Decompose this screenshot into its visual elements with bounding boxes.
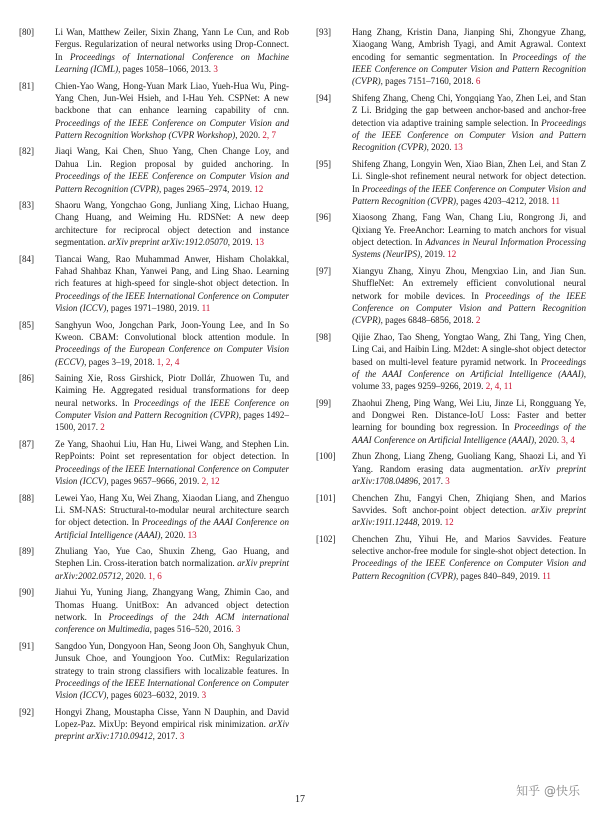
back-reference-link[interactable]: 12 [254,183,264,194]
reference-text: Xiaosong Zhang, Fang Wan, Chang Liu, Rongrong Ji, and Qixiang Ye. FreeAnchor: Learning to match anchors for visual object detection. In [352,212,586,248]
back-reference-link[interactable]: 2, 4, 11 [485,381,513,392]
back-reference-link[interactable]: 3 [179,731,185,742]
reference-number: [80] [19,27,35,37]
back-reference-link[interactable]: 3, 4 [561,434,575,445]
reference-entry [316,265,586,327]
reference-text: , pages 4203–4212, 2018. [456,195,552,206]
reference-number: [90] [19,587,35,598]
reference-number: [101] [316,492,336,503]
reference-text: , 2020. [121,570,149,581]
reference-entry [316,331,586,393]
reference-text: Li Wan, Matthew Zeiler, Sixin Zhang, Yann Le Cun, and Rob Fergus. Regularization of neural networks using Drop-Connect. In [55,27,289,62]
back-reference-link[interactable]: 12 [447,249,457,260]
reference-text: Shifeng Zhang, Cheng Chi, Yongqiang Yao, Zhen Lei, and Stan Z Li. Bridging the gap between anchor-based and anchor-free detection via adaptive training sample selection. In [352,92,586,128]
reference-venue: Proceedings of the IEEE Conference on Computer Vision and Pattern Recognition (CVPR) [55,397,289,421]
reference-text: , pages 9657–9666, 2019. [106,476,202,486]
reference-entry [316,397,586,446]
reference-text: Jiahui Yu, Yuning Jiang, Zhangyang Wang, Zhimin Cao, and Thomas Huang. UnitBox: An advanced object detection network. In [55,587,289,622]
reference-text: , 2020. [534,434,562,445]
reference-venue: Proceedings of the IEEE Conference on Computer Vision and Pattern Recognition (CVPR) [55,171,289,194]
back-reference-link[interactable]: 6 [475,76,481,87]
reference-text: Hang Zhang, Kristin Dana, Jianping Shi, Zhongyue Zhang, Xiaogang Wang, Ambrish Tyagi, and Amit Agrawal. Context encoding for semantic segmentation. In [352,27,586,62]
back-reference-link[interactable]: 11 [201,302,211,313]
reference-text: , pages 6848–6856, 2018. [380,315,476,326]
page-number: 17 [295,794,305,805]
reference-entry [19,372,289,434]
reference-text: , volume 33, pages 9259–9266, 2019. [352,368,586,392]
reference-text: , pages 2965–2974, 2019. [159,183,255,194]
reference-entry [19,26,289,75]
reference-venue: Proceedings of the AAAI Conference on Artificial Intelligence (AAAI) [55,517,290,540]
reference-number: [96] [316,212,332,223]
reference-number: [87] [19,438,35,449]
reference-entry [316,492,586,529]
reference-text: Zhaohui Zheng, Ping Wang, Wei Liu, Jinze Li, Rongguang Ye, and Dongwei Ren. Distance-IoU Loss: Faster and better learning for bounding box regression. In [352,397,586,433]
reference-text: , pages 7151–7160, 2018. [380,76,476,87]
reference-number: [95] [316,158,332,169]
back-reference-link[interactable]: 3 [201,690,207,701]
reference-text: Hongyi Zhang, Moustapha Cisse, Yann N Dauphin, and David Lopez-Paz. MixUp: Beyond empirical risk minimization. [55,706,289,730]
references-right-column [316,26,586,586]
reference-venue: Proceedings of the IEEE International Conference on Computer Vision (ICCV) [55,677,289,701]
reference-venue: Proceedings of the 24th ACM international conference on Multimedia [55,612,290,635]
reference-venue: Proceedings of the IEEE International Conference on Computer Vision (ICCV) [55,290,289,313]
reference-entry [19,586,289,635]
reference-text: Saining Xie, Ross Girshick, Piotr Dollár, Zhuowen Tu, and Kaiming He. Aggregated residual transformations for deep neural networks. In [55,373,289,408]
back-reference-link[interactable]: 2 [100,422,105,433]
reference-text: , 2017. [418,476,446,486]
reference-text: , 2019. [420,249,448,260]
reference-entry [19,80,289,142]
reference-number: [91] [19,640,35,651]
reference-number: [92] [19,706,35,717]
reference-venue: arXiv preprint arXiv:2002.05712 [55,558,289,581]
reference-venue: Proceedings of the IEEE Conference on Computer Vision and Pattern Recognition Workshop (CVPR Workshop) [55,117,289,140]
reference-venue: Advances in Neural Information Processing Systems (NeurIPS) [352,237,586,260]
reference-text: , pages 840–849, 2019. [456,570,543,581]
reference-text: Zhun Zhong, Liang Zheng, Guoliang Kang, Shaozi Li, and Yi Yang. Random erasing data augmentation. [352,451,586,474]
back-reference-link[interactable]: 2 [475,315,481,326]
reference-venue: Proceedings of International Conference on Machine Learning (ICML) [55,51,289,75]
reference-number: [88] [19,492,35,503]
back-reference-link[interactable]: 12 [444,517,454,528]
reference-venue: Proceedings of the IEEE Conference on Computer Vision and Pattern Recognition (CVPR) [352,558,586,581]
back-reference-link[interactable]: 1, 2, 4 [156,356,180,367]
reference-venue: Proceedings of the IEEE Conference on Computer Vision and Pattern Recognition (CVPR) [352,51,587,87]
reference-number: [102] [316,533,336,544]
reference-text: Chenchen Zhu, Yihui He, and Marios Savvides. Feature selective anchor-free module for single-shot object detection. In [352,533,586,557]
reference-text: , pages 1971–1980, 2019. [106,302,202,313]
reference-text: Sanghyun Woo, Jongchan Park, Joon-Young Lee, and In So Kweon. CBAM: Convolutional block attention module. In [55,319,289,342]
reference-entry [316,92,586,154]
back-reference-link[interactable]: 3 [445,476,450,486]
reference-text: , 2019. [417,517,445,528]
reference-venue: Proceedings of the IEEE Conference on Computer Vision and Pattern Recognition (CVPR) [352,290,586,326]
reference-entry [316,158,586,207]
reference-entry [316,26,586,88]
reference-number: [97] [316,265,332,276]
reference-number: [100] [316,451,336,462]
reference-entry [19,706,289,743]
reference-text: , pages 1058–1066, 2013. [118,64,214,75]
reference-text: Sangdoo Yun, Dongyoon Han, Seong Joon Oh, Sanghyuk Chun, Junsuk Choe, and Youngjoon Yoo. CutMix: Regularization strategy to train strong classifiers with localizable features. In [55,640,289,676]
back-reference-link[interactable]: 1, 6 [148,570,162,581]
reference-text: Zhuliang Yao, Yue Cao, Shuxin Zheng, Gao Huang, and Stephen Lin. Cross-iteration batch normalization. [55,546,289,569]
reference-entry [316,450,586,487]
back-reference-link[interactable]: 11 [551,195,560,206]
back-reference-link[interactable]: 3 [235,624,241,635]
reference-venue: Proceedings of the IEEE International Conference on Computer Vision (ICCV) [55,463,289,486]
reference-text: Shaoru Wang, Yongchao Gong, Junliang Xing, Lichao Huang, Chang Huang, and Weiming Hu. RDSNet: A new deep architecture for reciprocal object detection and instance segmentation. [55,200,289,248]
reference-venue: Proceedings of the European Conference on Computer Vision (ECCV) [55,344,289,367]
reference-venue: Proceedings of the IEEE Conference on Computer Vision and Pattern Recognition (CVPR) [352,117,586,153]
back-reference-link[interactable]: 13 [453,142,463,153]
reference-entry [19,438,289,487]
back-reference-link[interactable]: 3 [213,64,218,75]
reference-number: [99] [316,397,332,408]
reference-number: [85] [19,319,35,330]
reference-text: Lewei Yao, Hang Xu, Wei Zhang, Xiaodan Liang, and Zhenguo Li. SM-NAS: Structural-to-modular neural architecture search for object detection. In [55,492,289,528]
reference-entry [19,545,289,582]
back-reference-link[interactable]: 11 [542,570,551,581]
reference-number: [82] [19,146,35,157]
reference-number: [81] [19,80,35,91]
reference-entry [316,533,586,582]
reference-text: Chenchen Zhu, Fangyi Chen, Zhiqiang Shen, and Marios Savvides. Soft anchor-point object detection. [352,492,586,515]
reference-text: , pages 1492–1500, 2017. [55,410,289,433]
reference-text: , pages 516–520, 2016. [149,624,236,635]
reference-text: , 2020. [426,142,454,153]
reference-entry [19,253,289,315]
reference-number: [83] [19,200,35,211]
reference-venue: Proceedings of the AAAI Conference on Artificial Intelligence (AAAI) [352,422,586,445]
reference-number: [89] [19,546,35,557]
reference-text: , pages 6023–6032, 2019. [106,690,202,701]
back-reference-link[interactable]: 2, 7 [262,129,276,140]
reference-text: , pages 3–19, 2018. [84,356,157,367]
reference-text: Shifeng Zhang, Longyin Wen, Xiao Bian, Zhen Lei, and Stan Z Li. Single-shot refinement neural network for object detection. In [352,158,586,194]
reference-text: , 2017. [152,731,180,742]
back-reference-link[interactable]: 13 [187,529,197,540]
references-left-column [19,26,289,747]
reference-venue: Proceedings of the AAAI Conference on Artificial Intelligence (AAAI) [352,356,586,379]
reference-text: , 2020. [235,129,263,140]
reference-text: , 2020. [160,529,188,540]
reference-text: Jiaqi Wang, Kai Chen, Shuo Yang, Chen Change Loy, and Dahua Lin. Region proposal by guided anchoring. In [55,146,289,169]
reference-text: Chien-Yao Wang, Hong-Yuan Mark Liao, Yueh-Hua Wu, Ping-Yang Chen, Jun-Wei Hsieh, and I-Hau Yeh. CSPNet: A new backbone that can enhance learning capability of cnn. [55,80,289,116]
back-reference-link[interactable]: 13 [254,237,264,248]
reference-entry [19,319,289,368]
reference-number: [98] [316,331,332,342]
reference-entry [19,492,289,541]
reference-text: Xiangyu Zhang, Xinyu Zhou, Mengxiao Lin, and Jian Sun. ShuffleNet: An extremely efficient convolutional neural network for mobile devices. In [352,265,586,301]
watermark: 知乎 @快乐 [516,784,580,798]
reference-number: [93] [316,27,332,37]
reference-text: Qijie Zhao, Tao Sheng, Yongtao Wang, Zhi Tang, Ying Chen, Ling Cai, and Haibin Ling. M2det: A single-shot object detector based on multi-level feature pyramid network. In [352,331,586,367]
reference-venue: arXiv preprint arXiv:1912.05070 [107,237,228,248]
reference-text: Tiancai Wang, Rao Muhammad Anwer, Hisham Cholakkal, Fahad Shahbaz Khan, Yanwei Pang, and Ling Shao. Learning rich features at high-speed for single-shot object detection. In [55,253,289,289]
reference-entry [19,640,289,702]
reference-number: [86] [19,373,35,384]
reference-venue: arXiv preprint arXiv:1710.09412 [55,719,289,742]
reference-text: , 2019. [227,237,255,248]
reference-venue: arXiv preprint arXiv:1708.04896 [352,463,586,486]
reference-venue: arXiv preprint arXiv:1911.12448 [352,504,586,528]
reference-entry [19,145,289,194]
reference-number: [84] [19,253,35,264]
reference-number: [94] [316,92,332,103]
reference-text: Ze Yang, Shaohui Liu, Han Hu, Liwei Wang, and Stephen Lin. RepPoints: Point set representation for object detection. In [55,438,289,462]
back-reference-link[interactable]: 2, 12 [201,476,220,486]
reference-entry [316,211,586,260]
reference-entry [19,199,289,248]
reference-venue: Proceedings of the IEEE Conference on Computer Vision and Pattern Recognition (CVPR) [352,183,586,206]
